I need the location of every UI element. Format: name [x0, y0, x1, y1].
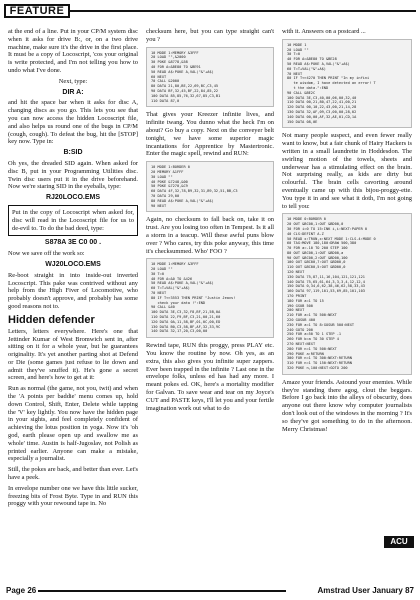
- command-line: RJ20LOCO.EMS: [45, 194, 101, 202]
- section-label: FEATURE: [4, 4, 70, 18]
- paragraph: Not many people suspect, and even fewer really want to know, but a fair chunk of Hairy Hackers is written in a small laundrette in Hoddesdon. The swirling motion of the towels, sheets and underwear has a stimulating effect on the brain. Not surprising really, as kids are dirty but colourful. The brain cells cavorting around eventually came up with this bijou-proggy-ette. You type it in and see what it doth, I'm not going to tell you:: [282, 132, 412, 210]
- command-line: B:SID: [63, 149, 83, 157]
- column-1: [8, 28, 138, 511]
- section-heading: Hidden defender: [8, 313, 95, 326]
- magazine-issue: Amstrad User January 87: [317, 586, 414, 595]
- paragraph: with it. Answers on a postcard ...: [282, 28, 366, 35]
- paragraph: Rewind tape, RUN this proggy, press PLAY etc. You know the routine by now. Oh yes, as an extra, this also gives you infinite super zappers. Ever been trapped in the infinite ? Last one in the envelope folks, unless ed has had any more. I meant pokes ed. OK, here's a mortality modifier for Galvan. To save wear and tear on my Joyce's CUT and PASTE keys, I'll let you and your fertile imagination work out what to do: [146, 342, 274, 412]
- paragraph: checksum here, but you can type straight can't you ?: [146, 28, 274, 43]
- paragraph: Oh yes, the dreaded SID again. When asked for disc B, put in your Programming Utilities disc. Twin disc users put it in the drive beforehand. Now we're staring SID in the eyeballs, type:: [8, 159, 138, 191]
- paragraph: In envelope number one we have this little sucker, freezing bits of Frost Byte. Type in and RUN this proggy with your rewound tape in. No: [8, 484, 138, 508]
- column-2: [146, 28, 274, 415]
- paragraph: Now we save off the work so:: [8, 250, 85, 258]
- paragraph: Again, no checksum to fall back on, take it on trust. Are you losing too often in Tempest. Is it all a storm in a teacup. Will these awful puns blow over ? Who cares, try this poke anyway, this time it's checksummed. Who' FOO ?: [146, 216, 274, 255]
- code-listing: 10 MODE 1 20 LOAD "" 30 T=0 40 FOR A=&BE80 TO &BE28 50 READ A$:POKE A,VAL("&"+A$) 60 T=T+VAL("&"+A$) 70 NEXT 80 IF T<>4270 THEN PRINT "In my infini te wisdom, I have detected an error! T t the data.":END 90 CALL &BE2C 100 DATA 3E,C3,40,00,06,00,32,40 110 DATA 00,21,80,47,22,41,00,21 120 DATA 00,10,22,43,00,21,14,28 130 DATA 32,AF,09,C3,00,00,28,02 140 DATA 00,00,AF,32,AE,01,CD,1A 150 DATA 08,0E: [282, 39, 412, 129]
- code-listing: 10 MODE 1:BORDER 0 20 MEMORY &1FFF 30 LOAD "" 40 POKE &7248,&00 50 POKE &7270,&C9 60 DATA 4F,32,78,B9,32,31,B9,32,51,BB,C3 70 DATA 29,00 80 READ A$:POKE A,VAL("&"+A$) 90 NEXT: [146, 161, 274, 212]
- page-footer: [4, 584, 416, 598]
- boxed-note: [8, 205, 138, 236]
- header-bar: [4, 4, 416, 18]
- paragraph: Amaze your friends. Astound your enemies. While they're standing there agog, clout the beggars. Before I go back into the alleys of obscurity, does anyone out there know why computer journalists don't look out of the windows in the morning ? It's so they've got something to do in the afternoon. Merry Christmas!: [282, 378, 412, 433]
- column-3: [282, 28, 412, 436]
- boxed-note-text: Put in the copy of Locoscript when asked for, disc will read in the Locoscript file for us to de-evil to. To do the bad deed, type:: [12, 208, 134, 232]
- code-listing: 10 MODE 1:MEMORY &3FFF 20 LOAD "" 30 T=0 40 FOR A=&0 TO &426 50 READ A$:POKE A,VAL("&"+A$) 60 T=T+VAL("&"+A$) 70 NEXT 80 IF T<>3553 THEN PRINT "Justin Jeavs! check your data !":END 90 CALL &40 100 DATA 3E,C3,32,F8,BF,21,5B,0A 110 DATA 22,F9,BF,C3,21,00,21,60 120 DATA 0A,11,58,BF,01,0C,00,ED 130 DATA B0,C3,58,BF,AF,32,33,9C 140 DATA 32,17,20,C3,00,00: [146, 258, 274, 338]
- paragraph: Run as normal (the game, not you, twit) and when the 'A points per baddie' menu comes up, hold down Control, Shift, Enter, Delete while tapping the 'V' key lightly. You now have the hidden page in your sights, and feel completely confident of achieving the lotus position in yoga. Now it's 'oh god, earth please open up and swallow me as whole' time. Austin is half-Jugoslav, not Polish as printed earlier. Anyone can make a mistake, especially a journalist.: [8, 385, 138, 463]
- code-listing: 10 MODE 1:MEMORY &3FFF 20 LOAD "",&2000 30 POKE &8778,&58 40 FOR A=&BE80 TO &BE91 50 READ A$:POKE A,VAL("&"+A$) 60 NEXT 70 CALL &2000 80 DATA 21,80,BE,22,69,BC,C3,45 90 DATA BF,32,45,BF,22,84,85,22 100 DATA 85,85,76,32,67,85,C3,B1 110 DATA 87,0: [146, 47, 274, 108]
- paragraph: and hit the space bar when it asks for disc A, changing discs as you go. This lets you see that you can now access the hidden Locoscript file, and also helps us round one of the bugs in CP/M (cough, cough). To defeat the bug, hit the [STOP] key now. Type in:: [8, 99, 138, 146]
- paragraph: That gives your Kreezer infinite lives, and infinite twang. You dunno what the heck I'm on about? Go buy a copy. Next on the conveyer belt tonight, we have some superior magic incantations for Apprentice by Mastertronic. Enter the magic spell, rewind and RUN:: [146, 111, 274, 158]
- code-listing: 10 MODE 0:BORDER 0 20 OUT &BC00,1:OUT &BD00,0 30 FOR i=0 TO 15:INK i,i:NEXT:PAPER 0 40 CLS:DEFINT A-Z 50 READ x:TRUN,x:NEXT MODE 1:CLS-4:MODE 0 60 TAG:MOVE 180,180:DRAW 500,380 70 FOR a=-10 TO 200 STEP 100 80 OUT &BC00,1:OUT &BD00,a 90 OUT &BC00,2:OUT &BD00,100 100 OUT &BC00,7:OUT &BD00,0 110 OUT &BC00,5:OUT &BD00,0 120 NEXT 130 DATA 75,87,11,16,104,121,121,121 140 DATA 75,65,61,64,3,3,3,4,12,12,4 150 DATA 0,34,6,62,38,46,62,58,33,43 160 DATA 97,119,101,53,69,85,101,103 170 PRINT 180 FOR a=1 TO 15 190 GSUB 500 200 NEXT 210 FOR a=1 TO 500:NEXT 220 GOSUB 400 230 FOR a=1 TO 8:GOSUB 500:NEXT 240 GOTO 200 250 FOR a=50 TO 1 STEP -1 260 FOR b=a TO 30 STEP 4 270 NEXT:NEXT 280 FOR n=1 TO 500:NEXT 290 POKE a:RETURN 300 FOR n=1 TO 300:NEXT:RETURN 310 FOR n=1 TO 150:NEXT:RETURN 320 POKE n,100:NEXT:GOTO 200: [282, 213, 412, 375]
- paragraph: Re-boot straight in into inside-out inverted Locoscript. This pake was contrived without any help from the High Fiver of Locomotive, who probably doesn't approve, and probably has some good reasons not to.: [8, 271, 138, 310]
- paragraph: Next, type:: [58, 77, 88, 85]
- acu-badge: ACU: [384, 536, 414, 548]
- paragraph: Still, the pokes are back, and better than ever. Let's have a peek.: [8, 466, 138, 482]
- command-line: WJ20LOCO.EMS: [45, 260, 101, 268]
- command-line: DIR A:: [62, 88, 84, 96]
- command-line: S878A 3E C0 00 .: [44, 239, 102, 247]
- footer-rule: [38, 590, 286, 592]
- header-rule: [70, 10, 416, 12]
- paragraph: at the end of a line. Put in your CP/M system disc when it asks for drive B:, or, on a two drive machine, make sure it's the drive in the first place. It must be a copy of Locoscript, 'cos your original is write protected, and I'm not telling you how to undo what I've done.: [8, 28, 138, 74]
- page-number: Page 26: [6, 586, 37, 595]
- paragraph: Letters, letters everywhere. Here's one that Jettinder Kumar of West Bromwich sent in, after sitting on it for a whole year, but he guarantees originality. It's yet another parting shot at Defend or Die (some games just refuse to lie down and admit they've snuffed it). He's gone a secret screen, and here's how to get at it:: [8, 327, 138, 382]
